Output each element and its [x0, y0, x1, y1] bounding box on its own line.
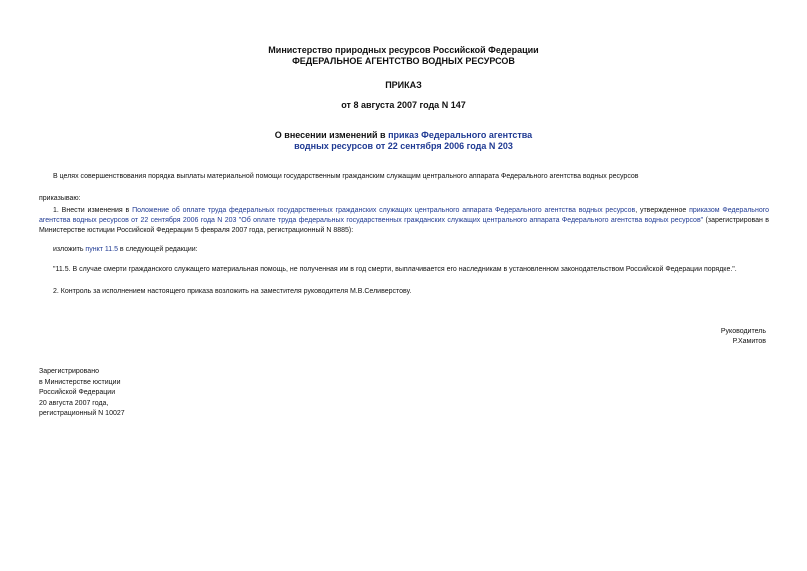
preamble-paragraph: В целях совершенствования порядка выплаты материальной помощи государственным гражданским служащим центрального аппарата Федерального агентства водных ресурсов [53, 173, 639, 180]
regulation-link[interactable]: Положение об оплате труда федеральных государственных гражданских служащих центрального аппарата Федерального агентства водных ресурсов [132, 207, 636, 214]
point-11-5-link[interactable]: пункт 11.5 [85, 246, 118, 253]
signatory-name: Р.Хамитов [732, 338, 766, 345]
signatory-title: Руководитель [720, 328, 766, 335]
item1-sub-tail: в следующей редакции: [117, 246, 198, 253]
order-203-link[interactable]: приказом Федерального агентства водных ресурсов от 22 сентября 2006 года N 203 "Об оплате труда федеральных государственных гражданских служащих центрального аппарата Федерального агентства водных ресурсов" [39, 207, 770, 224]
document-date-number: от 8 августа 2007 года N 147 [341, 100, 466, 110]
ministry-name: Министерство природных ресурсов Российской Федерации [268, 45, 539, 55]
item1-paragraph [39, 206, 769, 236]
registration-line: в Министерстве юстиции [39, 379, 121, 386]
item1-mid: , утвержденное [635, 207, 690, 214]
item1-tail: (зарегистрирован в Министерстве юстиции Российской Федерации 5 февраля 2007 года, регистрационный N 8885): [39, 217, 769, 234]
quoted-amendment: "11.5. В случае смерти гражданского служащего материальная помощь, не полученная им в год смерти, выплачивается его наследникам в установленном законодательством Российской Федерации порядке.". [53, 266, 737, 273]
order-word: приказываю: [39, 195, 81, 202]
registration-date: 20 августа 2007 года, [39, 400, 109, 407]
document-subject-line1 [0, 130, 807, 141]
item1-sub-paragraph [39, 245, 769, 255]
item1-sub-lead: изложить [53, 246, 86, 253]
registration-number: регистрационный N 10027 [39, 410, 125, 417]
subject-link-part2[interactable]: водных ресурсов от 22 сентября 2006 года N 203 [294, 141, 513, 151]
registration-line: Российской Федерации [39, 389, 116, 396]
agency-name: ФЕДЕРАЛЬНОЕ АГЕНТСТВО ВОДНЫХ РЕСУРСОВ [292, 56, 515, 66]
subject-prefix: О внесении изменений в [274, 130, 389, 140]
subject-link-part1[interactable]: приказ Федерального агентства [388, 130, 533, 140]
item1-lead: 1. Внести изменения в [53, 207, 133, 214]
document-type: ПРИКАЗ [385, 80, 422, 90]
item2-paragraph: 2. Контроль за исполнением настоящего приказа возложить на заместителя руководителя М.В.Селиверстову. [53, 288, 412, 295]
registration-line: Зарегистрировано [39, 368, 99, 375]
